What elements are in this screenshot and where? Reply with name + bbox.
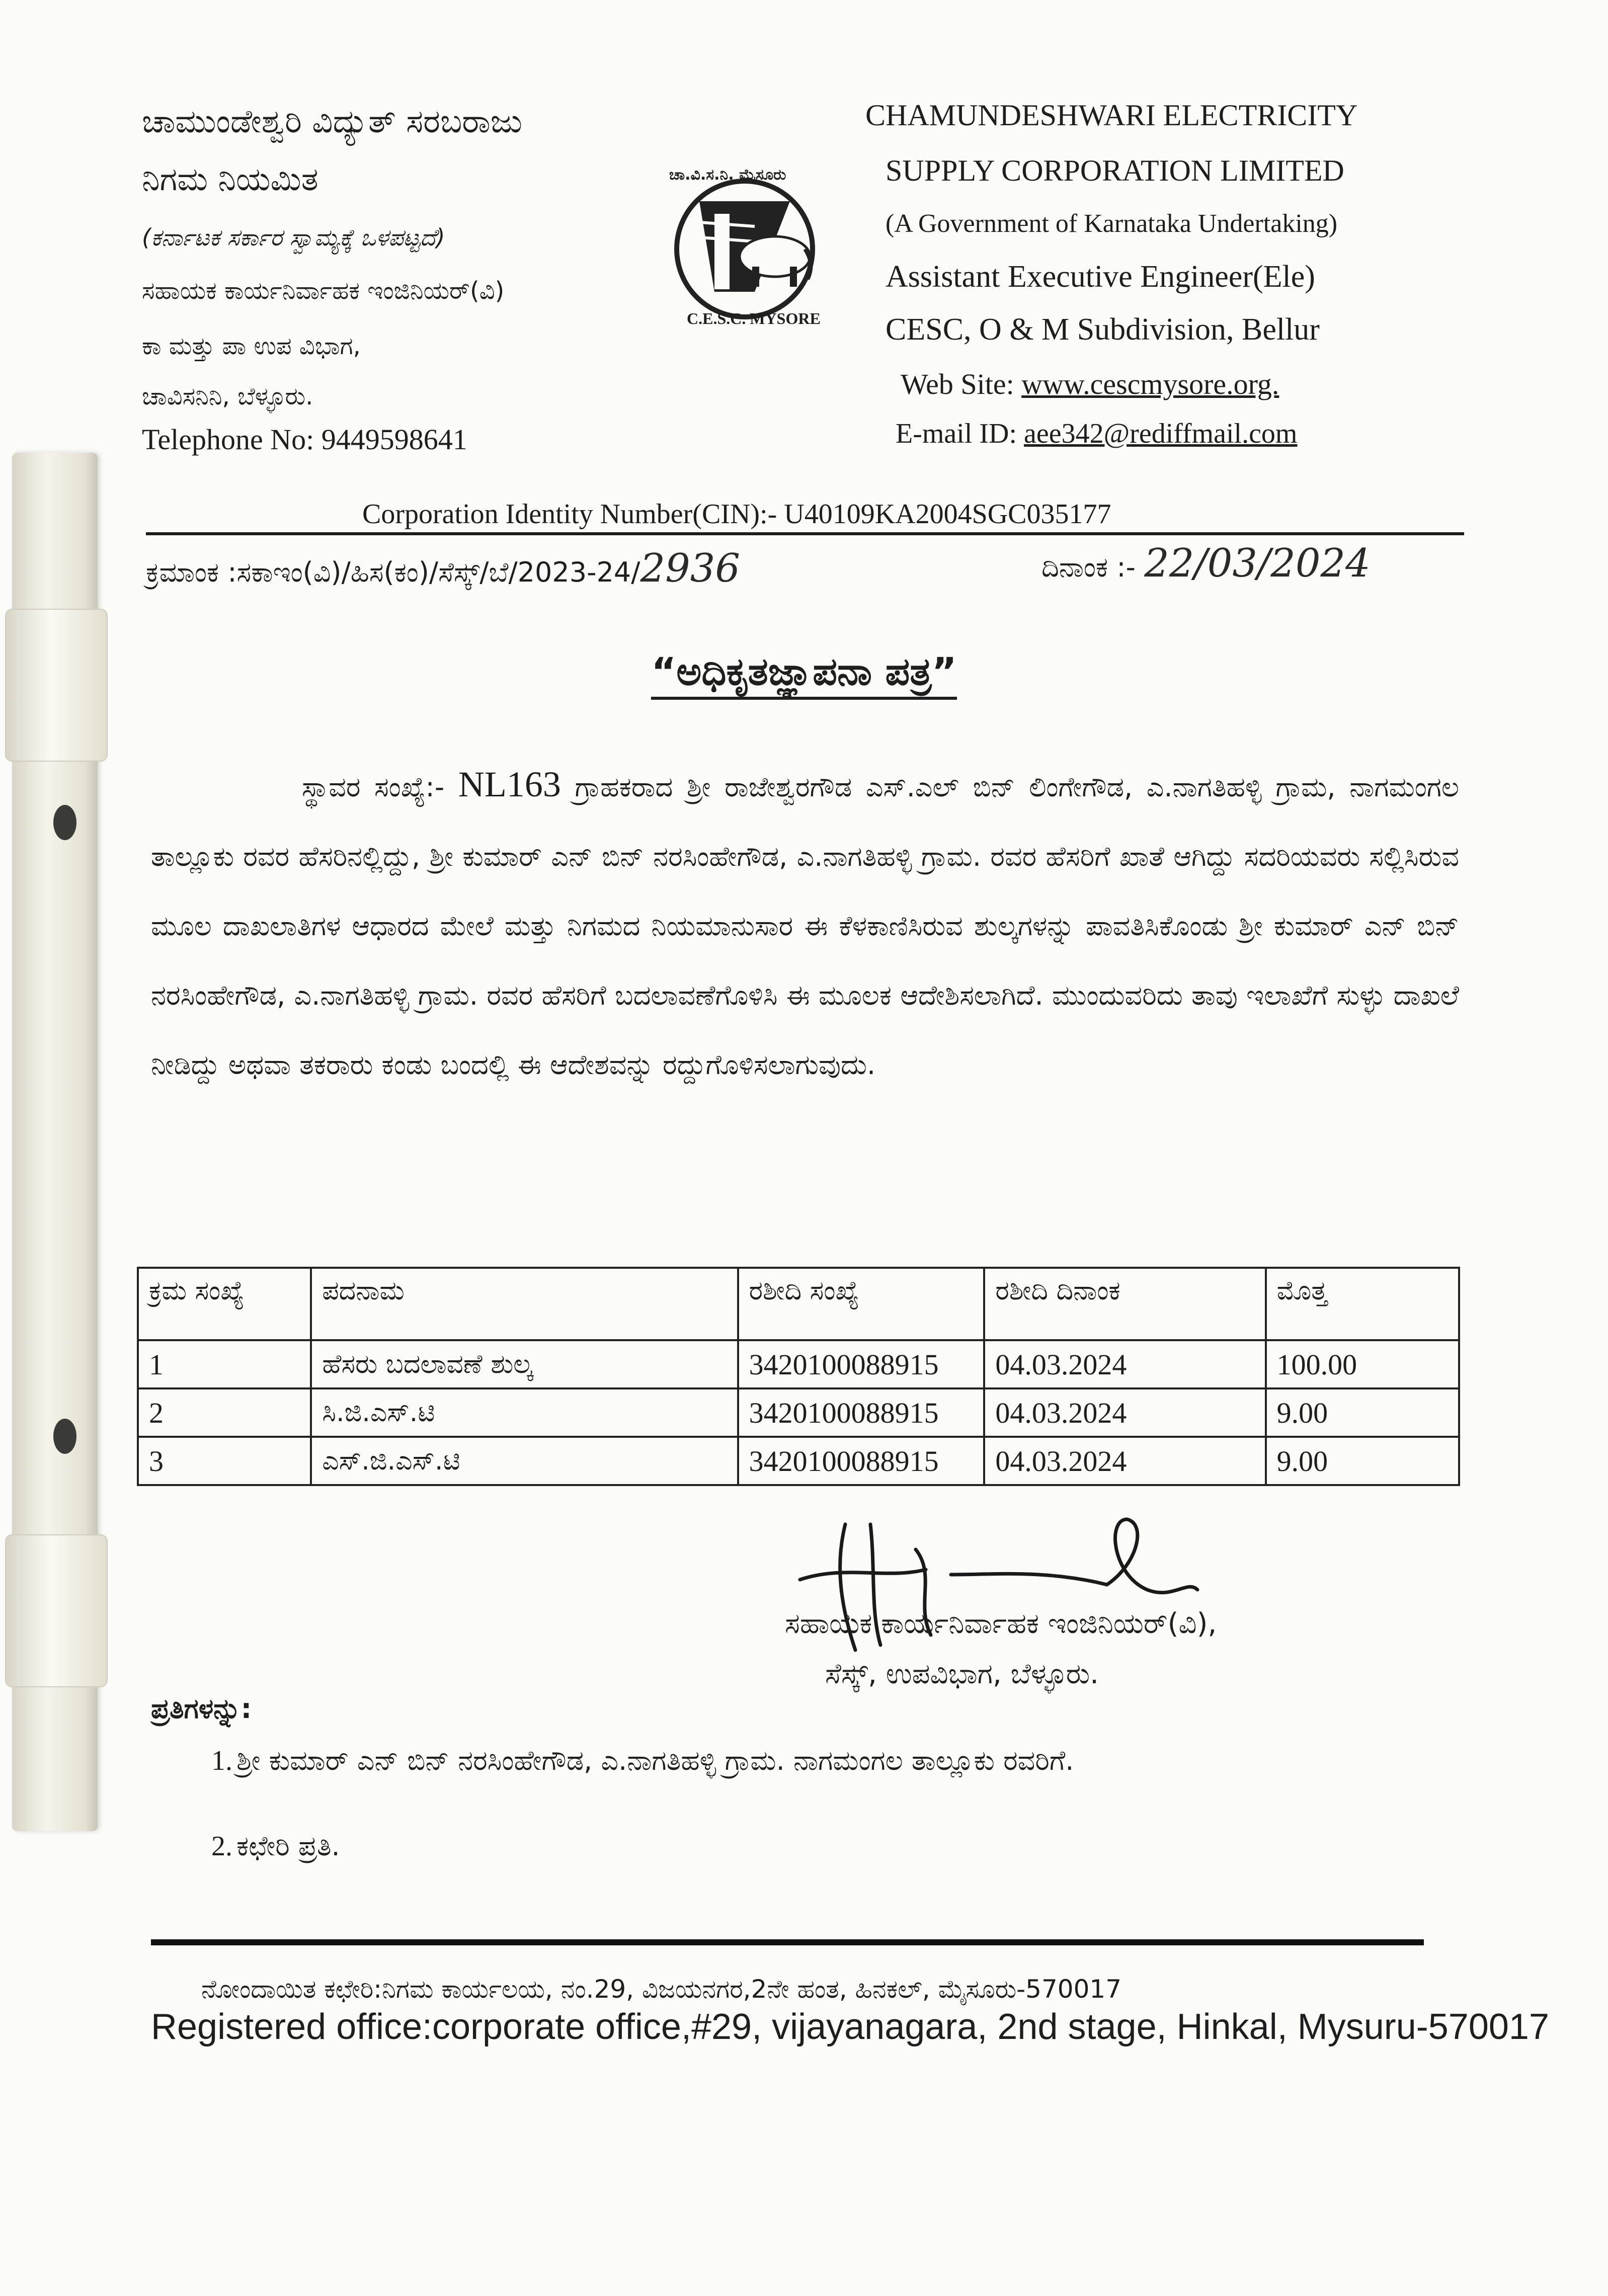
table-cell: 3420100088915 (738, 1340, 985, 1388)
table-cell: 3420100088915 (738, 1437, 985, 1485)
table-header-serial: ಕ್ರಮ ಸಂಖ್ಯೆ (138, 1268, 311, 1340)
logo-text-bottom: C.E.S.C. MYSORE (687, 309, 821, 327)
table-cell: 1 (138, 1340, 311, 1388)
copy-number: 2. (211, 1831, 232, 1862)
body-lead: ಸ್ಥಾವರ ಸಂಖ್ಯೆ:- (302, 771, 458, 803)
document-title (0, 649, 1608, 695)
website-line (901, 367, 1279, 401)
table-cell: 3 (138, 1437, 311, 1485)
signatory-office: ಸೆಸ್ಕ್, ಉಪವಿಭಾಗ, ಬೆಳ್ಳೂರು. (825, 1658, 1099, 1690)
logo-text-top: ಚಾ.ವಿ.ಸ.ನಿ. ಮೈಸೂರು (669, 166, 786, 184)
org-name-en-line1: CHAMUNDESHWARI ELECTRICITY (865, 99, 1358, 132)
table-cell: 04.03.2024 (984, 1340, 1265, 1388)
email-link[interactable]: aee342@rediffmail.com (1024, 418, 1298, 449)
document-title-text: “ಅಧಿಕೃತಜ್ಞಾಪನಾ ಪತ್ರ” (651, 649, 956, 700)
signatory-designation: ಸಹಾಯಕ ಕಾರ್ಯನಿರ್ವಾಹಕ ಇಂಜಿನಿಯರ್(ವಿ), (785, 1607, 1217, 1640)
property-number: NL163 (458, 764, 561, 804)
table-row (138, 1437, 1459, 1485)
registered-office-en: Registered office:corporate office,#29, vijayanagara, 2nd stage, Hinkal, Mysuru-570017 (151, 2007, 1549, 2047)
table-cell: ಎಸ್.ಜಿ.ಎಸ್.ಟಿ (311, 1437, 738, 1485)
email-label: E-mail ID: (896, 418, 1024, 449)
table-cell: 9.00 (1266, 1388, 1459, 1437)
table-cell: 2 (138, 1388, 311, 1437)
table-header-amount: ಮೊತ್ತ (1266, 1268, 1459, 1340)
registered-office-kn: ನೋಂದಾಯಿತ ಕಛೇರಿ:ನಿಗಮ ಕಾರ್ಯಲಯ, ನಂ.29, ವಿಜಯನಗರ,2ನೇ ಹಂತ, ಹಿನಕಲ್, ಮೈಸೂರು-570017 (201, 1975, 1122, 2004)
binder-hole (53, 1419, 76, 1454)
org-name-kn-line1: ಚಾಮುಂಡೇಶ್ವರಿ ವಿದ್ಯುತ್ ಸರಬರಾಜು (142, 103, 523, 140)
fees-table (137, 1267, 1460, 1486)
table-header-receipt-date: ರಶೀದಿ ದಿನಾಂಕ (984, 1268, 1265, 1340)
website-label: Web Site: (901, 368, 1022, 400)
cesc-logo-emblem (639, 166, 850, 327)
list-item (211, 1824, 1384, 1869)
table-cell: 3420100088915 (738, 1388, 985, 1437)
designation-kn: ಸಹಾಯಕ ಕಾರ್ಯನಿರ್ವಾಹಕ ಇಂಜಿನಿಯರ್(ವಿ) (142, 277, 505, 305)
subdivision-kn: ಕಾ ಮತ್ತು ಪಾ ಉಪ ವಿಭಾಗ, (142, 332, 361, 360)
table-cell: ಹೆಸರು ಬದಲಾವಣೆ ಶುಲ್ಕ (311, 1340, 738, 1388)
header-rule (146, 532, 1464, 535)
table-cell: 04.03.2024 (984, 1388, 1265, 1437)
body-paragraph (151, 750, 1459, 1100)
copy-number: 1. (211, 1745, 232, 1776)
reference-number-label: ಕ್ರಮಾಂಕ :ಸಕಾಇಂ(ವಿ)/ಹಿಸ(ಕಂ)/ಸೆಸ್ಕ್/ಬೆ/2023-24/ (146, 556, 640, 588)
org-name-en-line2: SUPPLY CORPORATION LIMITED (886, 154, 1344, 187)
reference-date (1041, 541, 1371, 586)
handwritten-signature (785, 1504, 1263, 1670)
cesc-logo (639, 166, 850, 327)
reference-number-handwritten: 2936 (640, 546, 740, 591)
signature-scribble (785, 1504, 1263, 1670)
table-cell: 100.00 (1266, 1340, 1459, 1388)
table-cell: 04.03.2024 (984, 1437, 1265, 1485)
table-cell: ಸಿ.ಜಿ.ಎಸ್.ಟಿ (311, 1388, 738, 1437)
reference-number (146, 546, 740, 591)
table-cell: 9.00 (1266, 1437, 1459, 1485)
govt-note-en: (A Government of Karnataka Undertaking) (886, 209, 1338, 238)
table-row (138, 1340, 1459, 1388)
table-row (138, 1388, 1459, 1437)
subdivision-en: CESC, O & M Subdivision, Bellur (886, 312, 1320, 347)
telephone: Telephone No: 9449598641 (142, 423, 467, 456)
binder-clip-bottom (5, 1534, 108, 1687)
reference-date-label: ದಿನಾಂಕ :- (1041, 551, 1145, 583)
copy-text: ಕಛೇರಿ ಪ್ರತಿ. (236, 1830, 340, 1862)
reference-date-handwritten: 22/03/2024 (1144, 541, 1371, 586)
table-header-row (138, 1268, 1459, 1340)
cin-number: Corporation Identity Number(CIN):- U40109KA2004SGC035177 (362, 499, 1111, 530)
govt-note-kn: (ಕರ್ನಾಟಕ ಸರ್ಕಾರ ಸ್ವಾಮ್ಯಕ್ಕೆ ಒಳಪಟ್ಟದೆ) (142, 224, 445, 251)
designation-en: Assistant Executive Engineer(Ele) (886, 260, 1315, 294)
org-name-kn-line2: ನಿಗಮ ನಿಯಮಿತ (142, 161, 318, 198)
binder-hole (53, 805, 76, 840)
body-text: ಗ್ರಾಹಕರಾದ ಶ್ರೀ ರಾಜೇಶ್ವರಗೌಡ ಎಸ್.ಎಲ್ ಬಿನ್ ಲಿಂಗೇಗೌಡ, ಎ.ನಾಗತಿಹಳ್ಳಿ ಗ್ರಾಮ, ನಾಗಮಂಗಲ ತಾಲ್ಲೂಕು ರವರ ಹೆಸರಿನಲ್ಲಿದ್ದು, ಶ್ರೀ ಕುಮಾರ್ ಎನ್ ಬಿನ್ ನರಸಿಂಹೇಗೌಡ, ಎ.ನಾಗತಿಹಳ್ಳಿ ಗ್ರಾಮ. ರವರ ಹೆಸರಿಗೆ ಖಾತೆ ಆಗಿದ್ದು ಸದರಿಯವರು ಸಲ್ಲಿಸಿರುವ ಮೂಲ ದಾಖಲಾತಿಗಳ ಆಧಾರದ ಮೇಲೆ ಮತ್ತು ನಿಗಮದ ನಿಯಮಾನುಸಾರ ಈ ಕೆಳಕಾಣಿಸಿರುವ ಶುಲ್ಕಗಳನ್ನು ಪಾವತಿಸಿಕೊಂಡು ಶ್ರೀ ಕುಮಾರ್ ಎನ್ ಬಿನ್ ನರಸಿಂಹೇಗೌಡ, ಎ.ನಾಗತಿಹಳ್ಳಿ ಗ್ರಾಮ. ರವರ ಹೆಸರಿಗೆ ಬದಲಾವಣೆಗೊಳಿಸಿ ಈ ಮೂಲಕ ಆದೇಶಿಸಲಾಗಿದೆ. ಮುಂದುವರಿದು ತಾವು ಇಲಾಖೆಗೆ ಸುಳ್ಳು ದಾಖಲೆ ನೀಡಿದ್ದು ಅಥವಾ ತಕರಾರು ಕಂಡು ಬಂದಲ್ಲಿ ಈ ಆದೇಶವನ್ನು ರದ್ದುಗೊಳಿಸಲಾಗುವುದು. (151, 771, 1459, 1081)
copy-text: ಶ್ರೀ ಕುಮಾರ್ ಎನ್ ಬಿನ್ ನರಸಿಂಹೇಗೌಡ, ಎ.ನಾಗತಿಹಳ್ಳಿ ಗ್ರಾಮ. ನಾಗಮಂಗಲ ತಾಲ್ಲೂಕು ರವರಿಗೆ. (236, 1745, 1074, 1776)
footer-rule (151, 1939, 1424, 1945)
place-kn: ಚಾವಿಸನಿನಿ, ಬೆಳ್ಳೂರು. (142, 382, 313, 411)
table-header-receipt-number: ರಶೀದಿ ಸಂಖ್ಯೆ (738, 1268, 985, 1340)
copies-label: ಪ್ರತಿಗಳನ್ನು: (151, 1693, 252, 1725)
email-line (896, 418, 1297, 450)
website-link[interactable]: www.cescmysore.org. (1021, 368, 1279, 400)
list-item (211, 1738, 1384, 1783)
table-header-particulars: ಪದನಾಮ (311, 1268, 738, 1340)
